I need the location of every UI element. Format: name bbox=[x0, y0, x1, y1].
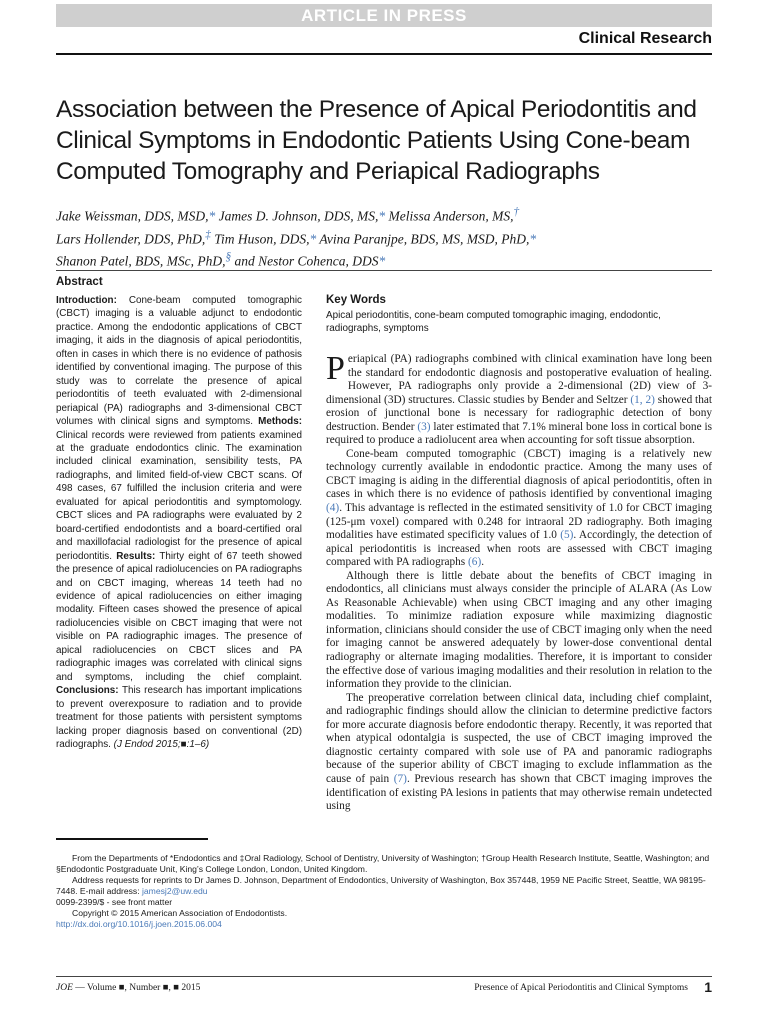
abstract-section bbox=[56, 276, 302, 751]
reference-link[interactable]: (6) bbox=[468, 556, 482, 569]
intro-text: Cone-beam computed tomographic (CBCT) imaging is a valuable adjunct to endodontic practice. Among the endodontic applications of CBCT imaging, it aids in the diagnosis of apical periodontitis, often in cases in which there is no evidence of pathosis identified by conventional imaging. The purpose of this study was to correlate the presence of apical periodontitis of teeth evaluated with 2-dimensional periapical (PA) radiographs and 3-dimensional CBCT volumes with clinical signs and symptoms. bbox=[56, 295, 302, 428]
email-link[interactable]: jamesj2@uw.edu bbox=[141, 886, 208, 896]
copyright-note: Copyright © 2015 American Association of Endodontists. bbox=[72, 908, 288, 918]
author-name: Jake Weissman, DDS, MSD, bbox=[56, 208, 209, 224]
citation: (J Endod 2015;■:1–6) bbox=[110, 738, 210, 750]
affiliation-mark[interactable]: * bbox=[208, 208, 216, 224]
doi-link[interactable]: http://dx.doi.org/10.1016/j.joen.2015.06.004 bbox=[56, 919, 222, 929]
author-name: Avina Paranjpe, BDS, MS, MSD, PhD, bbox=[316, 231, 530, 246]
body-text: . Previous research has shown that CBCT imaging improves the identification of existing PA lesions in patients that may otherwise remain undetected using bbox=[326, 772, 712, 813]
affiliation-mark[interactable]: * bbox=[529, 231, 537, 246]
body-paragraph bbox=[326, 692, 712, 814]
title-rule bbox=[56, 270, 712, 271]
keywords-section bbox=[326, 294, 712, 335]
affiliation-mark[interactable]: * bbox=[378, 208, 386, 224]
reference-link[interactable]: (7) bbox=[393, 772, 407, 785]
reference-link[interactable]: (5) bbox=[560, 529, 574, 542]
article-in-press-banner: ARTICLE IN PRESS bbox=[56, 4, 712, 27]
conclusions-label: Conclusions: bbox=[56, 685, 119, 697]
body-text: . bbox=[481, 556, 485, 569]
reference-link[interactable]: (3) bbox=[417, 420, 431, 433]
running-title: Presence of Apical Periodontitis and Clinical Symptoms bbox=[474, 983, 688, 993]
author-name: Melissa Anderson, MS, bbox=[385, 208, 514, 224]
results-label: Results: bbox=[112, 550, 156, 562]
page-number: 1 bbox=[704, 979, 712, 995]
body-text: The preoperative correlation between clinical data, including chief complaint, and radiographic findings should allow the clinician to determine predictive factors for more accurate diagnosis before endodontic therapy. Recently, it was reported that when atypical odontalgia is suspected, the use of CBCT imaging improved the diagnostic certainty compared with sole use of PA and panoramic radiographs because of the superior ability of CBCT imaging to exclude inflammation as the cause of pain bbox=[326, 691, 712, 785]
body-paragraph bbox=[326, 448, 712, 570]
reprint-address-note bbox=[56, 875, 712, 897]
affiliation-mark[interactable]: * bbox=[378, 253, 386, 269]
author-name: James D. Johnson, DDS, MS, bbox=[215, 208, 379, 224]
body-paragraph bbox=[326, 350, 712, 448]
author-name: and Nestor Cohenca, DDS bbox=[231, 253, 379, 269]
article-body bbox=[326, 350, 713, 814]
body-text: . Accordingly, the detection of apical periodontitis is increased when roots are assessed with CBCT imaging compared with PA radiographs bbox=[326, 529, 712, 569]
affiliation-mark[interactable]: † bbox=[513, 206, 520, 218]
issn-note: 0099-2399/$ - see front matter bbox=[56, 897, 173, 907]
results-text: Thirty eight of 67 teeth showed the presence of apical radiolucencies on PA radiographs and on CBCT imaging, whereas 14 teeth had no evidence of apical radiolucencies on either imaging modality. Fifteen cases showed the presence of apical radiolucencies visible on CBCT imaging that were not visible on PA radiographic images. The presence of apical radiolucencies on CBCT slices and PA radiographic images was correlated with clinical signs and symptoms, including the chief complaint. bbox=[56, 550, 302, 683]
body-text: Cone-beam computed tomographic (CBCT) imaging is a relatively new technology currently available in endodontic practice. Among the many uses of CBCT imaging is aiding in the differential diagnosis of apical periodontitis, often in cases in which there is no evidence of pathosis identified by conventional imaging bbox=[326, 447, 712, 501]
author-name: Tim Huson, DDS, bbox=[210, 231, 310, 246]
footnotes bbox=[56, 853, 712, 930]
reference-link[interactable]: (1, 2) bbox=[630, 393, 655, 406]
affiliation-mark[interactable]: § bbox=[225, 251, 232, 263]
drop-cap: P bbox=[326, 350, 345, 387]
article-title: Association between the Presence of Apical Periodontitis and Clinical Symptoms in Endodontic Patients Using Cone-beam Computed Tomography and Periapical Radiographs bbox=[56, 96, 697, 185]
footnote-rule bbox=[56, 838, 208, 840]
issue-info: — Volume ■, Number ■, ■ 2015 bbox=[72, 983, 201, 993]
conclusions-text: This research has important implications to prevent overexposure to radiation and to provide treatment for those patients with persistent symptoms lacking proper diagnosis based on conventional (2D) radiographs. bbox=[56, 685, 302, 750]
author-list bbox=[56, 203, 696, 271]
author-name: Lars Hollender, DDS, PhD, bbox=[56, 231, 206, 246]
header-rule bbox=[56, 53, 712, 55]
affiliation-mark[interactable]: ‡ bbox=[205, 228, 211, 241]
methods-label: Methods: bbox=[252, 416, 302, 428]
body-text: . This advantage is reflected in the estimated sensitivity of 1.0 for CBCT imaging (125-μm voxel) compared with 0.248 for intraoral 2D radiography. Both imaging modalities have estimated specificity values of 1.0 bbox=[326, 502, 712, 542]
affiliation-mark[interactable]: * bbox=[309, 231, 317, 246]
section-label: Clinical Research bbox=[578, 30, 712, 47]
body-text: eriapical (PA) radiographs combined with clinical examination have long been the standard for endodontic diagnosis and postoperative evaluation of healing. However, PA radiographs only provide a 2-dimensional (2D) view of 3-dimensional (3D) structures. Classic studies by Bender and Seltzer bbox=[326, 353, 712, 406]
intro-label: Introduction: bbox=[56, 295, 117, 306]
reference-link[interactable]: (4) bbox=[326, 502, 340, 515]
keywords-text: Apical periodontitis, cone-beam computed tomographic imaging, endodontic, radiographs, symptoms bbox=[326, 310, 661, 335]
body-paragraph: Although there is little debate about the benefits of CBCT imaging in endodontics, all clinicians must always consider the principle of ALARA (As Low As Reasonable Achievable) when using CBCT imaging and any other imaging modalities. To minimize radiation exposure while maximizing diagnostic information, clinicians should consider the use of CBCT imaging only when the need for imaging cannot be answered adequately by lower-dose conventional dental radiography or alternate imaging modalities. Therefore, it is important to consider the effective dose of various imaging modalities and their resolution in relation to the information they provide to the clinician. bbox=[326, 569, 713, 691]
affiliations-note: From the Departments of *Endodontics and ‡Oral Radiology, School of Dentistry, University of Washington; †Group Health Research Institute, Seattle, Washington; and §Endodontic Postgraduate Unit, King’s College London, London, United Kingdom. bbox=[56, 853, 710, 874]
author-name: Shanon Patel, BDS, MSc, PhD, bbox=[56, 253, 226, 269]
abstract-text bbox=[56, 294, 302, 751]
reprint-text: Address requests for reprints to Dr James D. Johnson, Department of Endodontics, University of Washington, Box 357448, 1959 NE Pacific Street, Seattle, WA 98195-7448. E-mail address: bbox=[56, 875, 706, 896]
keywords-heading: Key Words bbox=[326, 294, 386, 306]
methods-text: Clinical records were reviewed from patients examined at the graduate endodontics clinic. The examination included clinical examination, sensibility tests, PA radiographs, and limited field-of-view CBCT scans. Of 498 cases, 67 fulfilled the inclusion criteria and were evaluated for apical periodontitis and symptomology. CBCT slices and PA radiographs were evaluated by 2 board-certified endodontists and a board-certified oral and maxillofacial radiologist for the presence of apical periodontitis. bbox=[56, 429, 302, 562]
footer-rule bbox=[56, 976, 712, 977]
body-text: later estimated that 7.1% mineral bone loss in cortical bone is required to produce a radiolucent area when accounting for soft tissue absorption. bbox=[326, 420, 712, 447]
journal-name: JOE bbox=[56, 983, 73, 993]
journal-issue bbox=[56, 983, 200, 993]
abstract-heading: Abstract bbox=[56, 276, 103, 288]
body-text: showed that erosion of junctional bone is necessary for radiographic detection of bony destruction. Bender bbox=[326, 393, 712, 433]
